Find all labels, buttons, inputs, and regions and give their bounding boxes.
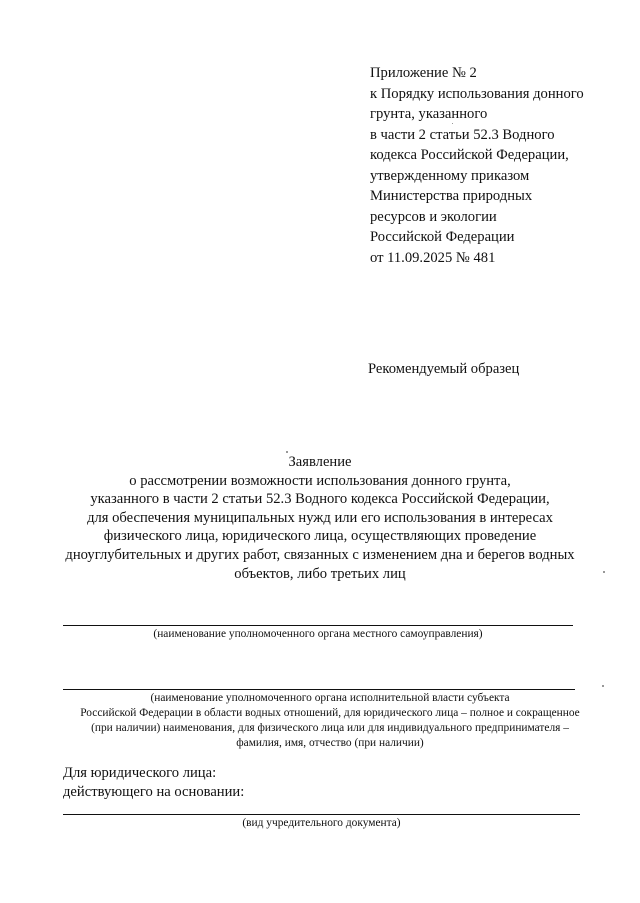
municipal-authority-field-line (63, 625, 573, 626)
constituent-document-field-line (63, 814, 580, 815)
title-heading: Заявление (288, 454, 352, 470)
appendix-line: Министерства природных (370, 188, 533, 204)
title-line: указанного в части 2 статьи 52.3 Водного кодекса Российской Федерации, (90, 491, 550, 508)
title-line: для обеспечения муниципальных нужд или его использования в интересах (87, 509, 553, 526)
constituent-document-caption (63, 816, 580, 831)
caption-line: (наименование уполномоченного органа исполнительной власти субъекта (150, 692, 510, 704)
appendix-line: Приложение № 2 (370, 65, 477, 81)
regional-authority-field-line (63, 689, 575, 690)
legal-entity-label: Для юридического лица: (63, 765, 217, 781)
application-title (40, 453, 600, 583)
municipal-authority-caption-text: (наименование уполномоченного органа местного самоуправления) (153, 628, 483, 640)
caption-line: (при наличии) наименования, для физического лица или для индивидуального предпринимателя – (91, 722, 569, 734)
title-line: о рассмотрении возможности использования донного грунта, (129, 472, 511, 489)
appendix-line: Российской Федерации (370, 229, 515, 245)
scan-speck (452, 123, 453, 124)
appendix-line: грунта, указанного (370, 106, 488, 122)
recommended-sample-label: Рекомендуемый образец (368, 361, 520, 377)
constituent-document-caption-text: (вид учредительного документа) (242, 817, 401, 829)
regional-authority-caption (40, 691, 620, 751)
scan-speck (603, 571, 605, 573)
appendix-line: кодекса Российской Федерации, (370, 147, 569, 163)
title-line: физического лица, юридического лица, осуществляющих проведение (103, 528, 537, 545)
municipal-authority-caption (63, 627, 573, 642)
title-line: дноуглубительных и других работ, связанных с изменением дна и берегов водных (65, 546, 575, 563)
caption-line: Российской Федерации в области водных отношений, для юридического лица – полное и сокращенное (80, 707, 580, 719)
appendix-line: к Порядку использования донного (370, 85, 584, 102)
caption-line: фамилия, имя, отчество (при наличии) (236, 737, 424, 749)
appendix-line: от 11.09.2025 № 481 (370, 249, 496, 266)
appendix-header (370, 63, 632, 268)
appendix-line: в части 2 статьи 52.3 Водного (370, 126, 555, 143)
basis-label: действующего на основании: (63, 784, 245, 800)
scan-speck (602, 685, 604, 687)
scan-speck (286, 451, 288, 453)
title-line: объектов, либо третьих лиц (234, 565, 406, 582)
appendix-line: утвержденному приказом (370, 167, 530, 184)
appendix-line: ресурсов и экологии (370, 208, 497, 225)
